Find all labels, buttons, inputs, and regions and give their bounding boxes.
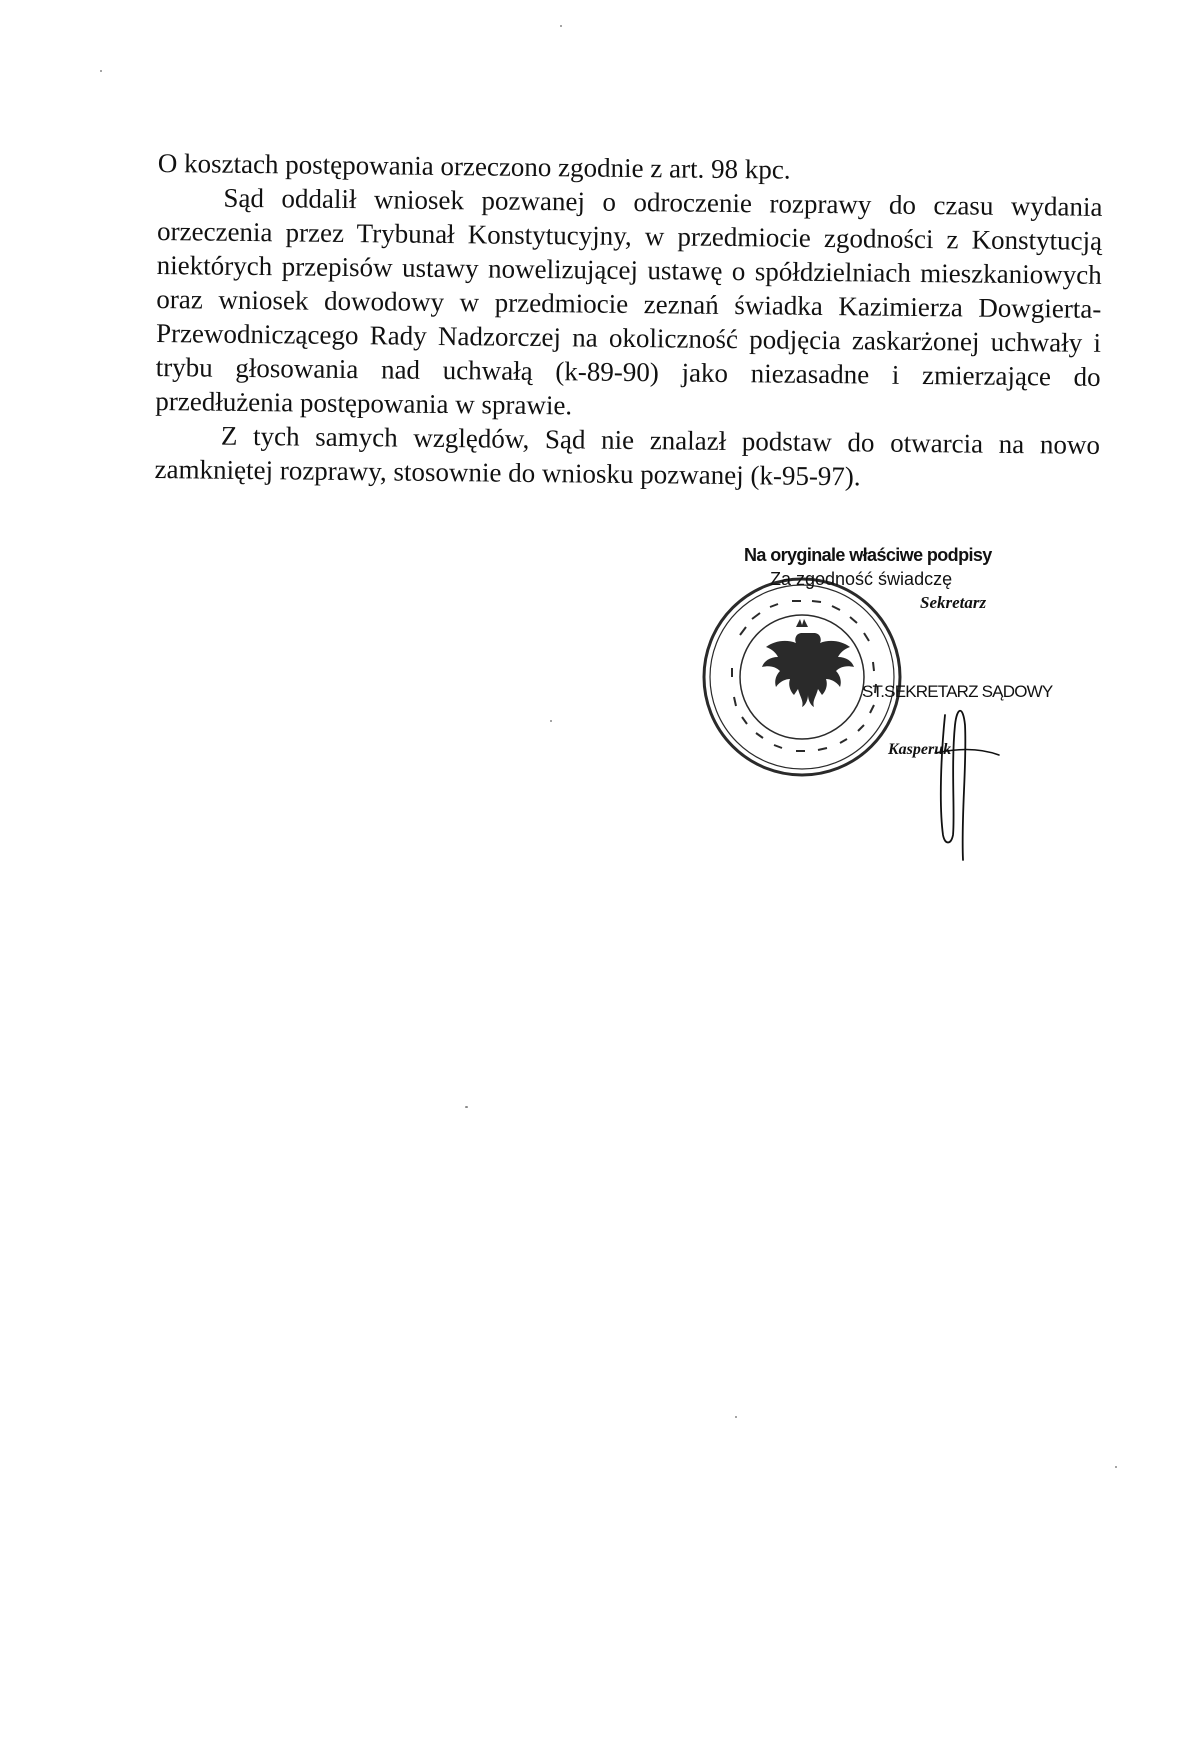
paragraph-motion-dismissed: Sąd oddalił wniosek pozwanej o odroczenie rozprawy do czasu wydania orzeczenia przez Trybunał Konstytucyjny, w przedmiocie zgodności z Konstytucją niektórych przepisów ustawy nowelizującej ustawę o spółdzielniach mieszkaniowych oraz wniosek dowodowy w przedmiocie zeznań świadka Kazimierza Dowgierta- Przewodniczącego Rady Nadzorczej na okoliczność podjęcia zaskarżonej uchwały i trybu głosowania nad uchwałą (k-89-90) jako niezasadne i zmierzające do przedłużenia postępowania w sprawie.	[155, 182, 1103, 421]
paragraph-reopening: Z tych samych względów, Sąd nie znalazł podstaw do otwarcia na nowo zamkniętej rozprawy, stosownie do wniosku pozwanej (k-95-97).	[154, 420, 1101, 492]
paragraph-costs: O kosztach postępowania orzeczono zgodnie z art. 98 kpc.	[157, 147, 791, 185]
handwritten-signature-icon	[915, 695, 1005, 865]
scan-speck	[550, 720, 552, 722]
signer-position: ST.SEKRETARZ SĄDOWY	[862, 682, 1053, 701]
certification-block	[700, 545, 1053, 865]
certification-role: Sekretarz	[920, 593, 987, 612]
certification-title: Na oryginale właściwe podpisy	[744, 545, 992, 565]
document-body	[154, 146, 1103, 496]
scan-speck	[465, 1106, 468, 1108]
scan-speck	[100, 70, 102, 72]
certification-line: Za zgodność świadczę	[770, 569, 953, 589]
signer-name: Kasperuk	[888, 741, 952, 758]
court-seal-icon	[700, 575, 905, 780]
scan-speck	[560, 25, 562, 27]
scan-speck	[735, 1416, 737, 1418]
scan-speck	[1115, 1466, 1117, 1468]
